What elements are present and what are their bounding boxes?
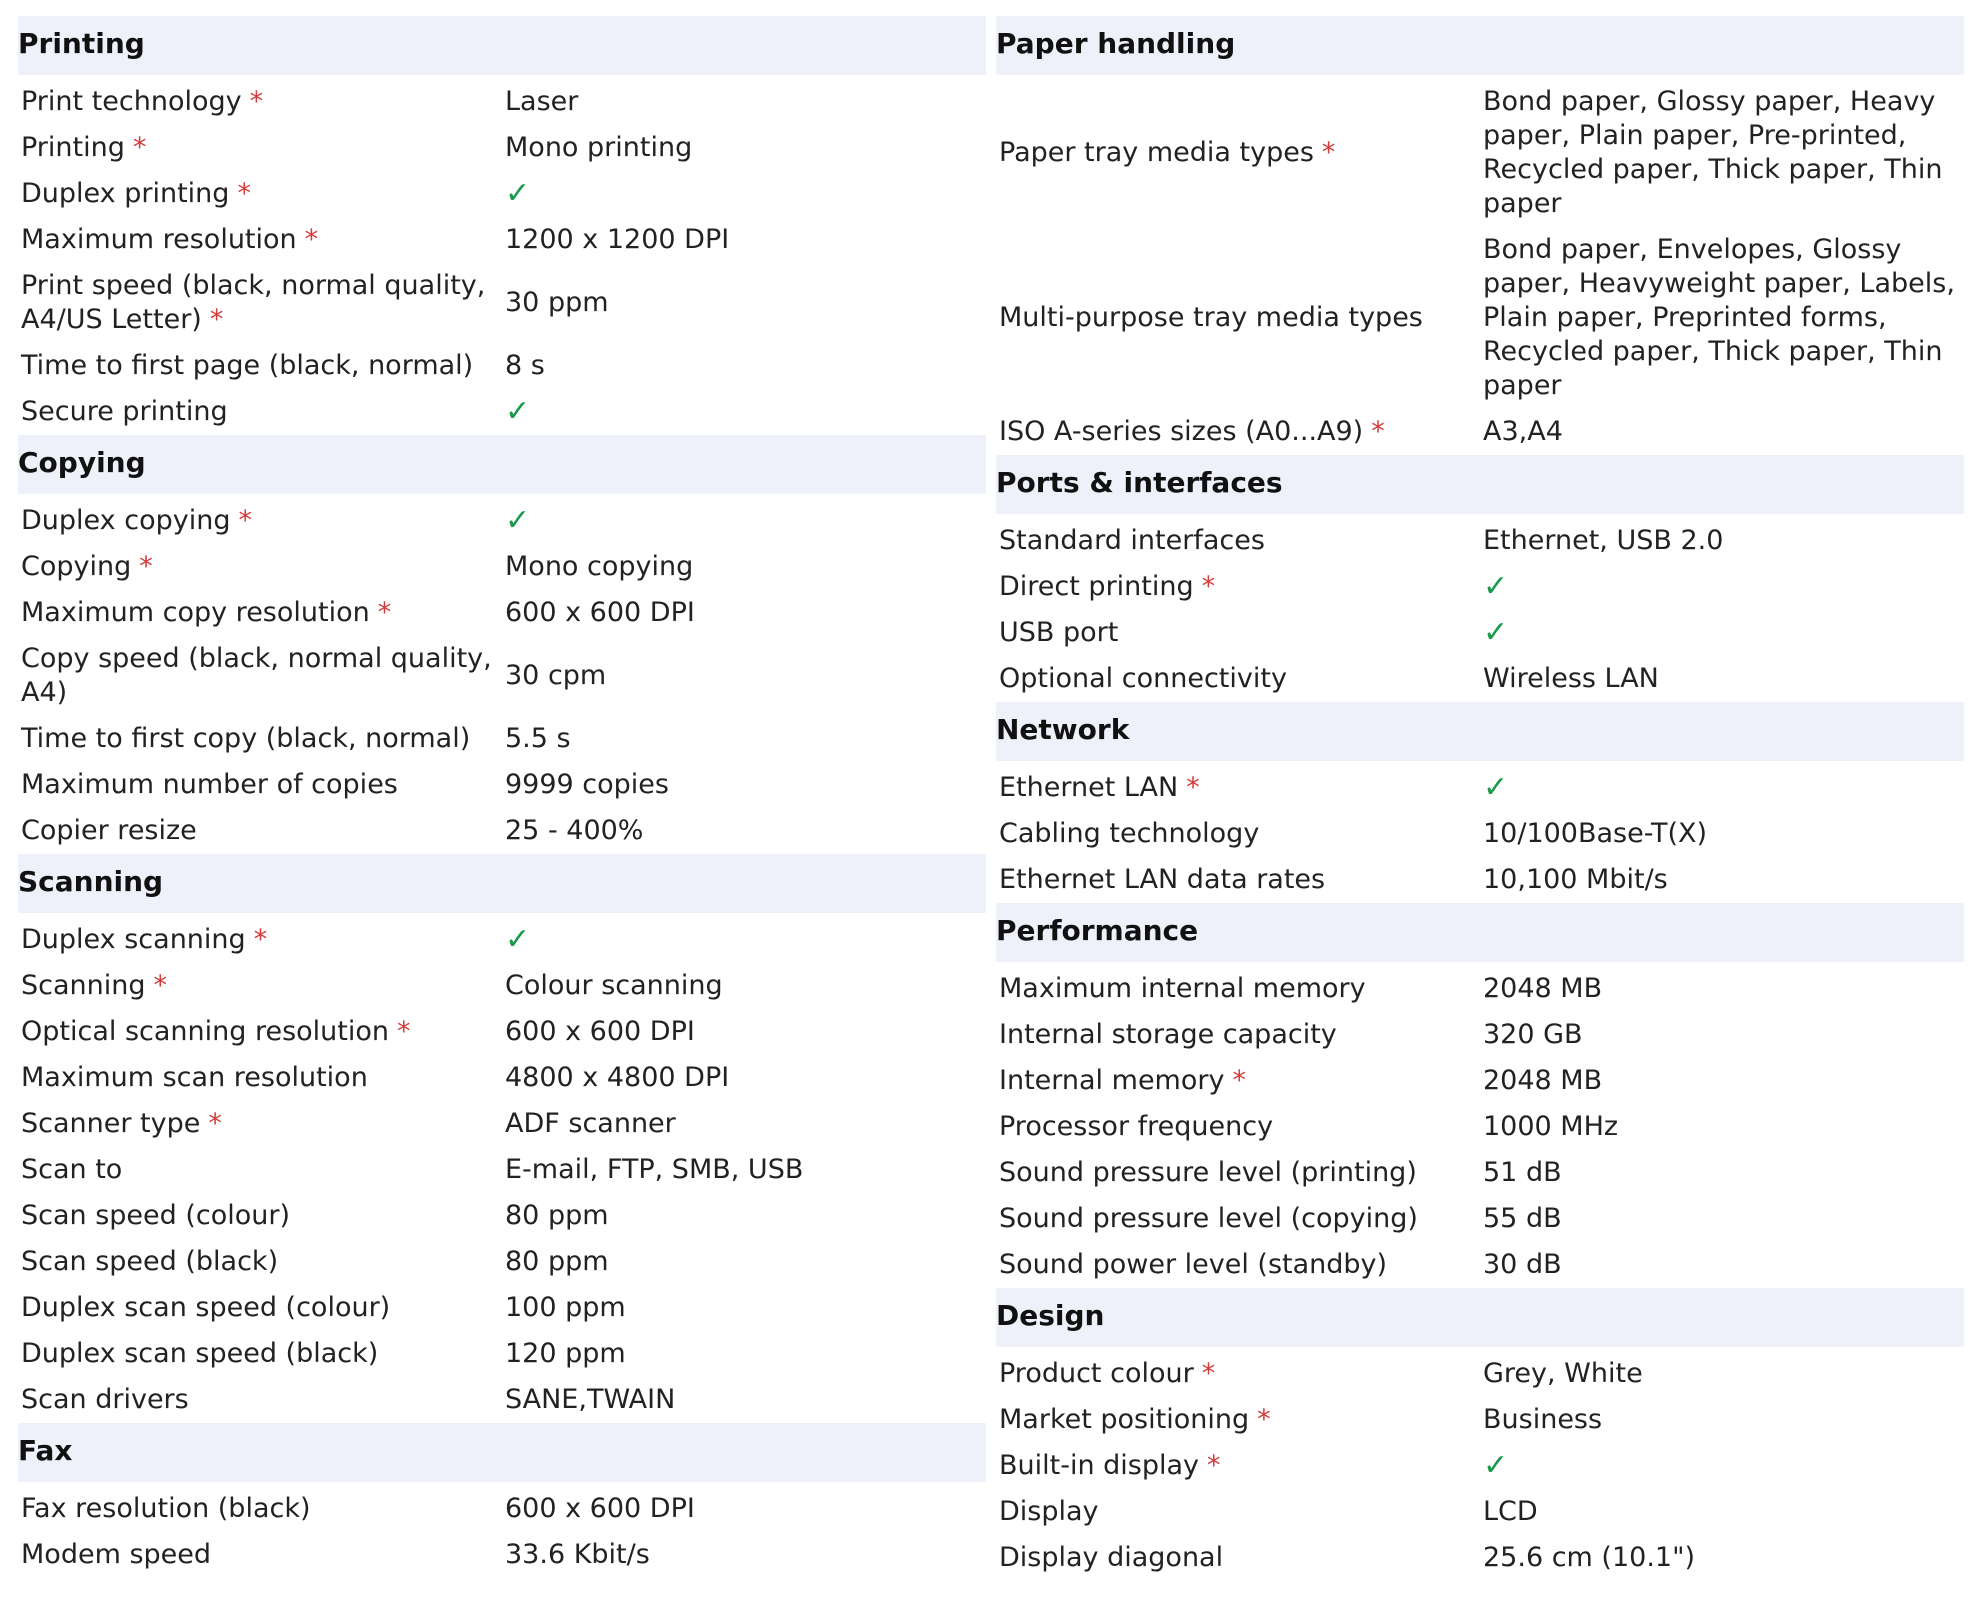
section-header (18, 854, 986, 913)
spec-row (18, 1532, 986, 1578)
spec-value: 2048 MB (1483, 1065, 1603, 1096)
spec-row (18, 498, 986, 544)
spec-row (18, 1147, 986, 1193)
spec-row (996, 811, 1964, 857)
spec-label-cell (18, 131, 505, 165)
spec-value-cell (505, 1107, 986, 1141)
spec-value-cell (505, 395, 986, 430)
spec-value: 1000 MHz (1483, 1111, 1619, 1142)
section-title: Fax (18, 1434, 73, 1467)
spec-value: 320 GB (1483, 1019, 1583, 1050)
spec-value: 55 dB (1483, 1203, 1562, 1234)
spec-label: Duplex printing (21, 178, 230, 209)
spec-value-cell (505, 1383, 986, 1417)
spec-label-cell (18, 1291, 505, 1325)
spec-value-cell (505, 1061, 986, 1095)
spec-row (18, 963, 986, 1009)
spec-value-cell (1483, 1018, 1964, 1052)
spec-row (996, 564, 1964, 610)
spec-row (996, 857, 1964, 903)
required-asterisk-icon: * (1371, 416, 1385, 447)
spec-value: Colour scanning (505, 970, 723, 1001)
spec-label: Copy speed (black, normal quality, A4) (21, 643, 492, 708)
spec-value: Mono printing (505, 132, 693, 163)
section-title: Scanning (18, 865, 164, 898)
spec-value: ADF scanner (505, 1108, 676, 1139)
spec-value: Ethernet, USB 2.0 (1483, 525, 1724, 556)
spec-label: Maximum scan resolution (21, 1062, 368, 1093)
spec-label-cell (996, 1248, 1483, 1282)
spec-value-cell (1483, 415, 1964, 449)
spec-label: Maximum number of copies (21, 769, 398, 800)
spec-label-cell (18, 504, 505, 538)
checkmark-icon: ✓ (505, 175, 531, 211)
spec-value-cell (505, 1291, 986, 1325)
spec-row (996, 765, 1964, 811)
spec-label: Maximum resolution (21, 224, 297, 255)
spec-label-cell (18, 642, 505, 710)
spec-label-cell (996, 1403, 1483, 1437)
spec-row (18, 1486, 986, 1532)
spec-value: 30 ppm (505, 287, 609, 318)
spec-label-cell (18, 550, 505, 584)
spec-value-cell (505, 177, 986, 212)
checkmark-icon: ✓ (1483, 1447, 1509, 1483)
left-spec-column (18, 16, 986, 1578)
spec-label-cell (996, 524, 1483, 558)
spec-row (18, 389, 986, 435)
spec-label-cell (18, 1383, 505, 1417)
spec-row (996, 1489, 1964, 1535)
required-asterisk-icon: * (238, 505, 252, 536)
spec-label: Display (999, 1496, 1099, 1527)
spec-label-cell (996, 1541, 1483, 1575)
spec-value: 9999 copies (505, 769, 669, 800)
section-design (996, 1288, 1964, 1581)
spec-label-cell (18, 768, 505, 802)
spec-value-cell (505, 659, 986, 693)
section-copying (18, 435, 986, 854)
spec-label: Sound pressure level (copying) (999, 1203, 1418, 1234)
spec-label: Internal memory (999, 1065, 1225, 1096)
spec-row (18, 1331, 986, 1377)
spec-label-cell (996, 415, 1483, 449)
spec-label: Print technology (21, 86, 242, 117)
spec-value-cell (1483, 1156, 1964, 1190)
spec-label-cell (18, 969, 505, 1003)
spec-value-cell (1483, 1202, 1964, 1236)
spec-row (996, 656, 1964, 702)
spec-value-cell (1483, 616, 1964, 651)
spec-label: Maximum copy resolution (21, 597, 370, 628)
spec-value-cell (1483, 1541, 1964, 1575)
spec-value-cell (505, 923, 986, 958)
spec-label: Scan speed (black) (21, 1246, 279, 1277)
required-asterisk-icon: * (397, 1016, 411, 1047)
spec-value: Bond paper, Envelopes, Glossy paper, Heavyweight paper, Labels, Plain paper, Preprinted forms, Recycled paper, Thick paper, Thin paper (1483, 234, 1955, 401)
spec-label-cell (996, 1202, 1483, 1236)
spec-label: Cabling technology (999, 818, 1260, 849)
spec-label-cell (18, 722, 505, 756)
spec-row (18, 808, 986, 854)
spec-value: Grey, White (1483, 1358, 1643, 1389)
spec-row (18, 125, 986, 171)
required-asterisk-icon: * (1207, 1450, 1221, 1481)
spec-label-cell (18, 814, 505, 848)
spec-row (996, 966, 1964, 1012)
spec-row (996, 409, 1964, 455)
spec-row (18, 1009, 986, 1055)
spec-label: Secure printing (21, 396, 228, 427)
spec-label-cell (18, 596, 505, 630)
spec-value: 600 x 600 DPI (505, 597, 695, 628)
spec-row (18, 217, 986, 263)
spec-label-cell (996, 817, 1483, 851)
spec-value-cell (1483, 524, 1964, 558)
spec-value-cell (1483, 817, 1964, 851)
required-asterisk-icon: * (208, 1108, 222, 1139)
spec-value-cell (1483, 570, 1964, 605)
spec-value: 8 s (505, 350, 545, 381)
spec-row (18, 917, 986, 963)
spec-value-cell (1483, 1403, 1964, 1437)
section-title: Network (996, 713, 1130, 746)
spec-label-cell (18, 1245, 505, 1279)
spec-label-cell (996, 771, 1483, 805)
required-asterisk-icon: * (249, 86, 264, 117)
spec-value: 120 ppm (505, 1338, 626, 1369)
spec-row (18, 343, 986, 389)
spec-row (996, 1196, 1964, 1242)
section-ports-interfaces (996, 455, 1964, 702)
section-header (18, 1423, 986, 1482)
spec-label-cell (18, 1061, 505, 1095)
spec-row (18, 716, 986, 762)
spec-label: Scan drivers (21, 1384, 189, 1415)
spec-value-cell (1483, 1110, 1964, 1144)
section-header (996, 1288, 1964, 1347)
spec-label-cell (996, 863, 1483, 897)
spec-label: Printing (21, 132, 125, 163)
spec-value-cell (505, 1492, 986, 1526)
spec-label: Display diagonal (999, 1542, 1224, 1573)
spec-label-cell (996, 136, 1483, 170)
spec-value-cell (1483, 771, 1964, 806)
spec-value: 1200 x 1200 DPI (505, 224, 730, 255)
spec-label: Built-in display (999, 1450, 1200, 1481)
spec-label-cell (996, 972, 1483, 1006)
spec-value: Laser (505, 86, 579, 117)
spec-label: Copying (21, 551, 132, 582)
checkmark-icon: ✓ (1483, 769, 1509, 805)
spec-value: 600 x 600 DPI (505, 1493, 695, 1524)
spec-label: Scan speed (colour) (21, 1200, 291, 1231)
spec-value-cell (505, 969, 986, 1003)
spec-row (996, 1150, 1964, 1196)
spec-label: Print speed (black, normal quality, A4/US Letter) (21, 270, 486, 335)
spec-label-cell (18, 1107, 505, 1141)
section-title: Performance (996, 914, 1199, 947)
spec-label: Scanning (21, 970, 146, 1001)
spec-row (996, 227, 1964, 409)
spec-value: 600 x 600 DPI (505, 1016, 695, 1047)
spec-value: LCD (1483, 1496, 1538, 1527)
spec-label-cell (18, 1199, 505, 1233)
spec-label: Duplex scan speed (colour) (21, 1292, 391, 1323)
spec-row (18, 1377, 986, 1423)
spec-value: Wireless LAN (1483, 663, 1659, 694)
spec-label: Direct printing (999, 571, 1194, 602)
section-title: Copying (18, 446, 146, 479)
section-title: Ports & interfaces (996, 466, 1283, 499)
required-asterisk-icon: * (1201, 1358, 1216, 1389)
spec-label: Product colour (999, 1358, 1194, 1389)
spec-row (996, 1351, 1964, 1397)
spec-label-cell (996, 616, 1483, 650)
required-asterisk-icon: * (209, 304, 224, 335)
section-header (996, 16, 1964, 75)
required-asterisk-icon: * (139, 551, 153, 582)
section-title: Design (996, 1299, 1105, 1332)
spec-value-cell (505, 1015, 986, 1049)
spec-label: Multi-purpose tray media types (999, 302, 1423, 333)
spec-value-cell (505, 1337, 986, 1371)
spec-value-cell (505, 504, 986, 539)
spec-label: Sound pressure level (printing) (999, 1157, 1417, 1188)
spec-value: Bond paper, Glossy paper, Heavy paper, Plain paper, Pre-printed, Recycled paper, Thick paper, Thin paper (1483, 86, 1943, 219)
spec-row (18, 1101, 986, 1147)
spec-value-cell (1483, 972, 1964, 1006)
spec-value: SANE,TWAIN (505, 1384, 676, 1415)
required-asterisk-icon: * (132, 132, 147, 163)
required-asterisk-icon: * (1232, 1065, 1246, 1096)
required-asterisk-icon: * (1257, 1404, 1271, 1435)
spec-value: E-mail, FTP, SMB, USB (505, 1154, 804, 1185)
spec-label-cell (18, 1337, 505, 1371)
spec-label-cell (18, 1538, 505, 1572)
spec-label: ISO A-series sizes (A0...A9) (999, 416, 1364, 447)
spec-value: 4800 x 4800 DPI (505, 1062, 730, 1093)
spec-label-cell (18, 349, 505, 383)
spec-value-cell (1483, 1064, 1964, 1098)
spec-value: 80 ppm (505, 1246, 609, 1277)
spec-label: Optional connectivity (999, 663, 1287, 694)
spec-label: Ethernet LAN data rates (999, 864, 1326, 895)
spec-value-cell (1483, 662, 1964, 696)
spec-label: Fax resolution (black) (21, 1493, 311, 1524)
spec-value-cell (505, 1199, 986, 1233)
spec-row (996, 1104, 1964, 1150)
section-header (996, 455, 1964, 514)
spec-value: 25.6 cm (10.1") (1483, 1542, 1696, 1573)
spec-label: Time to first page (black, normal) (21, 350, 474, 381)
section-performance (996, 903, 1964, 1288)
spec-value-cell (505, 223, 986, 257)
spec-label-cell (996, 1018, 1483, 1052)
spec-value: 10,100 Mbit/s (1483, 864, 1668, 895)
spec-value-cell (1483, 1449, 1964, 1484)
spec-label-cell (996, 1357, 1483, 1391)
spec-row (18, 636, 986, 716)
spec-row (18, 590, 986, 636)
spec-row (18, 1285, 986, 1331)
spec-label: Scan to (21, 1154, 123, 1185)
spec-value: Mono copying (505, 551, 694, 582)
spec-label-cell (18, 395, 505, 429)
spec-row (18, 1193, 986, 1239)
spec-label-cell (996, 301, 1483, 335)
spec-row (996, 610, 1964, 656)
section-fax (18, 1423, 986, 1578)
spec-label: Duplex copying (21, 505, 231, 536)
section-title: Printing (18, 27, 145, 60)
section-header (18, 16, 986, 75)
spec-label-cell (18, 177, 505, 211)
spec-label-cell (996, 1156, 1483, 1190)
spec-value-cell (505, 131, 986, 165)
spec-value-cell (505, 722, 986, 756)
spec-label: Duplex scan speed (black) (21, 1338, 379, 1369)
section-title: Paper handling (996, 27, 1236, 60)
spec-value-cell (505, 85, 986, 119)
required-asterisk-icon: * (304, 224, 319, 255)
required-asterisk-icon: * (1186, 772, 1200, 803)
spec-label-cell (18, 1492, 505, 1526)
spec-row (18, 79, 986, 125)
spec-value: 33.6 Kbit/s (505, 1539, 650, 1570)
required-asterisk-icon: * (377, 597, 392, 628)
spec-label: Standard interfaces (999, 525, 1265, 556)
spec-label: Internal storage capacity (999, 1019, 1337, 1050)
section-header (18, 435, 986, 494)
checkmark-icon: ✓ (1483, 614, 1509, 650)
spec-label-cell (996, 1495, 1483, 1529)
spec-label: USB port (999, 617, 1119, 648)
spec-value: 100 ppm (505, 1292, 626, 1323)
spec-value: 5.5 s (505, 723, 571, 754)
checkmark-icon: ✓ (505, 921, 531, 957)
spec-row (996, 1242, 1964, 1288)
spec-label-cell (18, 1153, 505, 1187)
spec-row (18, 544, 986, 590)
spec-label: Time to first copy (black, normal) (21, 723, 471, 754)
spec-value: 80 ppm (505, 1200, 609, 1231)
spec-value-cell (1483, 1495, 1964, 1529)
spec-value-cell (1483, 1248, 1964, 1282)
spec-row (18, 263, 986, 343)
spec-row (996, 79, 1964, 227)
spec-label-cell (18, 269, 505, 337)
spec-label-cell (18, 1015, 505, 1049)
spec-label: Scanner type (21, 1108, 201, 1139)
spec-label-cell (996, 1064, 1483, 1098)
required-asterisk-icon: * (1321, 137, 1336, 168)
section-header (996, 903, 1964, 962)
spec-label: Ethernet LAN (999, 772, 1179, 803)
spec-label: Sound power level (standby) (999, 1249, 1388, 1280)
spec-label-cell (18, 85, 505, 119)
spec-label-cell (18, 923, 505, 957)
spec-value-cell (1483, 863, 1964, 897)
spec-value-cell (505, 1538, 986, 1572)
spec-label: Maximum internal memory (999, 973, 1366, 1004)
required-asterisk-icon: * (153, 970, 168, 1001)
spec-value-cell (505, 768, 986, 802)
spec-value-cell (505, 550, 986, 584)
spec-label: Paper tray media types (999, 137, 1314, 168)
section-paper-handling (996, 16, 1964, 455)
spec-row (996, 1443, 1964, 1489)
spec-value: 51 dB (1483, 1157, 1562, 1188)
spec-value: 30 cpm (505, 660, 607, 691)
spec-label-cell (996, 662, 1483, 696)
spec-label: Copier resize (21, 815, 197, 846)
section-scanning (18, 854, 986, 1423)
spec-row (996, 518, 1964, 564)
required-asterisk-icon: * (253, 924, 268, 955)
spec-value-cell (1483, 85, 1964, 221)
spec-row (18, 1055, 986, 1101)
spec-value: 25 - 400% (505, 815, 644, 846)
spec-value-cell (1483, 1357, 1964, 1391)
section-header (996, 702, 1964, 761)
spec-value-cell (505, 286, 986, 320)
spec-value: 2048 MB (1483, 973, 1603, 1004)
spec-row (996, 1397, 1964, 1443)
required-asterisk-icon: * (1201, 571, 1216, 602)
spec-label-cell (996, 570, 1483, 604)
spec-row (18, 171, 986, 217)
spec-value: A3,A4 (1483, 416, 1563, 447)
spec-row (996, 1058, 1964, 1104)
spec-label: Modem speed (21, 1539, 212, 1570)
spec-label-cell (18, 223, 505, 257)
spec-value: 10/100Base-T(X) (1483, 818, 1708, 849)
spec-value-cell (505, 1245, 986, 1279)
spec-label: Optical scanning resolution (21, 1016, 390, 1047)
required-asterisk-icon: * (237, 178, 251, 209)
spec-row (996, 1535, 1964, 1581)
checkmark-icon: ✓ (505, 393, 531, 429)
spec-value-cell (505, 814, 986, 848)
spec-row (996, 1012, 1964, 1058)
spec-label: Processor frequency (999, 1111, 1274, 1142)
spec-value-cell (505, 596, 986, 630)
spec-value-cell (505, 1153, 986, 1187)
spec-label: Market positioning (999, 1404, 1250, 1435)
spec-row (18, 762, 986, 808)
right-spec-column (996, 16, 1964, 1581)
spec-value: 30 dB (1483, 1249, 1562, 1280)
checkmark-icon: ✓ (1483, 568, 1509, 604)
spec-value-cell (505, 349, 986, 383)
spec-row (18, 1239, 986, 1285)
spec-label-cell (996, 1449, 1483, 1483)
spec-label: Duplex scanning (21, 924, 246, 955)
spec-value: Business (1483, 1404, 1603, 1435)
section-network (996, 702, 1964, 903)
checkmark-icon: ✓ (505, 502, 531, 538)
spec-value-cell (1483, 233, 1964, 403)
section-printing (18, 16, 986, 435)
spec-label-cell (996, 1110, 1483, 1144)
